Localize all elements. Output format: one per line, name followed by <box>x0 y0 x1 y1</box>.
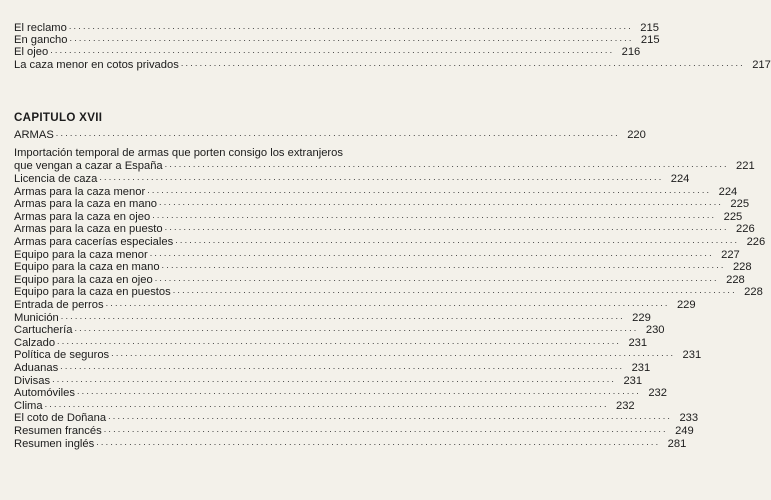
toc-leader-dots: ........................................................................................................................ <box>111 348 676 359</box>
toc-entry-page: 215 <box>640 34 660 47</box>
toc-entry-title: Calzado <box>14 336 56 349</box>
toc-entry-title: Equipo para la caza en puestos <box>14 286 171 299</box>
chapter-heading: CAPITULO XVII <box>14 111 103 124</box>
toc-entry-title: Armas para la caza en mano <box>14 198 158 211</box>
toc-entry-page: 220 <box>627 129 646 141</box>
toc-leader-dots: ........................................................................................................................ <box>154 272 719 283</box>
toc-entry-page: 231 <box>628 336 648 349</box>
toc-entry-page: 231 <box>682 349 702 362</box>
toc-entry-page: 281 <box>667 437 687 450</box>
toc-entry <box>14 436 687 451</box>
toc-entry-page: 225 <box>730 198 750 211</box>
toc-leader-dots: ........................................................................................................................ <box>180 57 745 68</box>
toc-entry-title: Armas para la caza en ojeo <box>14 210 151 223</box>
toc-entry-page: 215 <box>640 22 659 34</box>
toc-entry-title: Munición <box>14 311 59 324</box>
toc-leader-dots: ........................................................................................................................ <box>57 335 622 346</box>
toc-entry-page: 225 <box>723 210 743 223</box>
toc-entry-title: Entrada de perros <box>14 299 104 311</box>
toc-entry-title: Política de seguros <box>14 349 110 362</box>
toc-leader-dots: ........................................................................................................................ <box>103 424 668 434</box>
toc-leader-dots: ........................................................................................................................ <box>149 247 714 258</box>
toc-entry-title: Automóviles <box>14 387 75 400</box>
toc-entry-page: 221 <box>736 160 755 172</box>
toc-entry-title: El coto de Doñana <box>14 412 107 425</box>
toc-leader-dots: ........................................................................................................................ <box>55 128 620 138</box>
toc-entry-title: Resumen francés <box>14 425 102 437</box>
toc-entry-title: Armas para la caza menor <box>14 185 146 198</box>
toc-entry-page: 216 <box>621 46 641 59</box>
toc-leader-dots: ........................................................................................................................ <box>105 298 670 308</box>
toc-entry-page: 232 <box>615 399 635 412</box>
toc-entry-page: 229 <box>632 311 651 324</box>
toc-entry-page: 226 <box>746 236 766 248</box>
toc-entry-title: Equipo para la caza en mano <box>14 261 160 274</box>
toc-leader-dots: ........................................................................................................................ <box>50 45 615 56</box>
toc-entry-page: 230 <box>645 324 665 337</box>
toc-leader-dots: ........................................................................................................................ <box>74 323 639 334</box>
toc-leader-dots: ........................................................................................................................ <box>108 411 673 422</box>
toc-leader-dots: ........................................................................................................................ <box>164 159 729 169</box>
toc-leader-dots: ........................................................................................................................ <box>172 285 737 296</box>
toc-entry-title: Resumen inglés <box>14 437 95 450</box>
toc-entry-page: 231 <box>623 374 643 387</box>
toc-entry-page: 232 <box>648 387 667 400</box>
toc-leader-dots: ........................................................................................................................ <box>52 373 617 384</box>
toc-leader-dots: ........................................................................................................................ <box>164 222 729 233</box>
toc-entry-title: Clima <box>14 399 43 412</box>
toc-leader-dots: ........................................................................................................................ <box>159 197 724 208</box>
toc-entry-title: que vengan a cazar a España <box>14 160 163 172</box>
toc-entry-title: Armas para cacerías especiales <box>14 236 174 248</box>
toc-entry-title: La caza menor en cotos privados <box>14 58 179 71</box>
toc-entry-title: Licencia de caza <box>14 173 98 185</box>
toc-entry-title: Armas para la caza en puesto <box>14 223 163 236</box>
toc-leader-dots: ........................................................................................................................ <box>161 260 726 271</box>
toc-leader-dots: ........................................................................................................................ <box>69 33 634 44</box>
toc-leader-dots: ........................................................................................................................ <box>76 386 641 397</box>
toc-leader-dots: ........................................................................................................................ <box>60 361 625 371</box>
toc-entry-page: 228 <box>732 261 752 274</box>
toc-entry-page: 226 <box>736 223 755 236</box>
toc-leader-dots: ........................................................................................................................ <box>99 172 664 182</box>
toc-entry-page: 224 <box>670 173 690 185</box>
toc-leader-dots: ........................................................................................................................ <box>152 209 717 220</box>
toc-leader-dots: ........................................................................................................................ <box>68 21 633 31</box>
toc-entry-title: El reclamo <box>14 22 67 34</box>
toc-entry-page: 233 <box>679 412 699 425</box>
toc-entry-page: 224 <box>718 185 738 198</box>
toc-leader-dots: ........................................................................................................................ <box>96 436 661 447</box>
toc-entry-title: Equipo para la caza en ojeo <box>14 273 153 286</box>
toc-entry-title: Cartuchería <box>14 324 73 337</box>
toc-entry-page: 228 <box>744 286 763 299</box>
toc-entry-page: 249 <box>675 425 694 437</box>
toc-leader-dots: ........................................................................................................................ <box>175 235 740 245</box>
toc-leader-dots: ........................................................................................................................ <box>44 398 609 409</box>
toc-entry-page: 228 <box>726 273 745 286</box>
toc-leader-dots: ........................................................................................................................ <box>60 310 625 321</box>
toc-entry-page: 231 <box>631 362 651 374</box>
toc-entry-page: 229 <box>676 299 696 311</box>
toc-entry-title: En gancho <box>14 34 68 47</box>
toc-leader-dots: ........................................................................................................................ <box>147 184 712 195</box>
toc-entry-title: Divisas <box>14 374 51 387</box>
toc-entry-title: Aduanas <box>14 362 59 374</box>
toc-entry-title: ARMAS <box>14 129 54 141</box>
toc-entry-page: 227 <box>721 248 740 261</box>
toc-entry <box>14 57 771 72</box>
toc-entry-armas <box>14 128 646 142</box>
toc-entry-title: Equipo para la caza menor <box>14 248 148 261</box>
toc-entry-page: 217 <box>752 58 771 71</box>
toc-entry-title: El ojeo <box>14 46 49 59</box>
toc-entry-importacion-line1: Importación temporal de armas que porten consigo los extranjeros <box>14 147 343 159</box>
